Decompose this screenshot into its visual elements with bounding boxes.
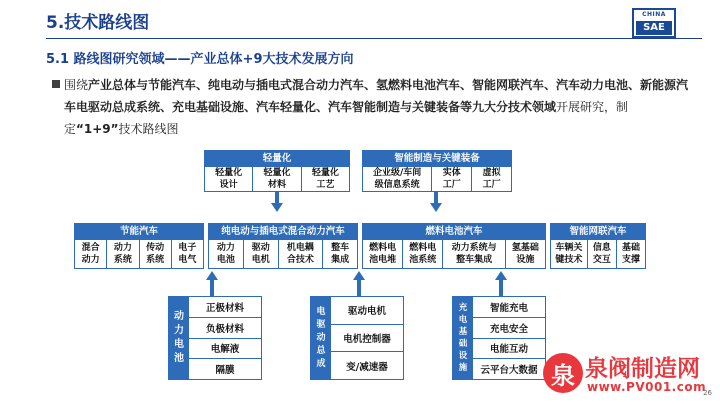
box-cell: 轻量化 工艺	[311, 168, 339, 190]
box-cell: 轻量化 材料	[253, 167, 301, 191]
box-connected-vehicle	[550, 223, 646, 269]
box-cell: 动力系统与 整车集成	[443, 240, 505, 268]
watermark-text: 泉阀制造网	[585, 356, 700, 382]
box-cell: 混合 动力	[75, 240, 107, 268]
box-header: 轻量化	[205, 151, 349, 167]
arrow-down-icon	[271, 203, 283, 212]
box-cell: 信息 交互	[588, 240, 617, 268]
group-label: 充 电 基 础 设 施	[453, 297, 473, 379]
group-item: 电机控制器	[331, 325, 403, 353]
group-charging-infrastructure	[452, 296, 546, 380]
para-bold-1: 产业总体与节能汽车、纯电动与插电式混合动力汽车、氢燃料电池汽车、智能网联汽车、汽车动力电池、新能源汽车电驱动总成系统、充电基础设施、汽车轻量化、汽车智能制造与关键装备等九大分技术领域	[64, 78, 689, 114]
group-item: 电解液	[189, 339, 261, 360]
page-number: 26	[703, 389, 712, 397]
group-item: 电能互动	[473, 339, 545, 360]
group-label: 动 力 电 池	[169, 297, 189, 379]
page-title: 5.技术路线图	[46, 13, 150, 33]
para-text-3: 技术路线图	[118, 122, 179, 136]
box-fuel-cell	[362, 223, 546, 269]
logo-line2: SAE	[636, 21, 672, 35]
connector-stem	[357, 280, 361, 296]
box-cell: 车辆关 键技术	[551, 240, 588, 268]
intro-paragraph	[64, 74, 692, 140]
para-text-2: 开展研究，制定	[64, 100, 629, 136]
arrow-up-icon	[206, 271, 218, 280]
box-cell: 基础 支撑	[621, 243, 640, 265]
group-power-battery	[168, 296, 262, 380]
box-cell: 传动 系统	[140, 240, 172, 268]
group-item: 充电安全	[473, 318, 545, 339]
box-smart-manufacturing	[362, 150, 512, 192]
box-header: 智能网联汽车	[551, 224, 645, 240]
box-cell: 动力 电池	[209, 240, 244, 268]
group-item: 负极材料	[189, 318, 261, 339]
box-cell: 实体 工厂	[432, 167, 472, 191]
group-item: 驱动电机	[331, 297, 403, 325]
box-cell: 动力 系统	[107, 240, 139, 268]
box-cell: 企业级/车间 级信息系统	[363, 167, 432, 191]
connector-stem	[210, 280, 214, 296]
box-cell: 整车 集成	[331, 243, 350, 265]
arrow-down-icon	[430, 203, 442, 212]
box-energy-saving	[74, 223, 204, 269]
group-item: 云平台大数据	[480, 365, 538, 377]
box-cell: 虚拟 工厂	[482, 168, 501, 190]
group-label: 电 驱 动 总 成	[311, 297, 331, 379]
group-electric-drive	[310, 296, 404, 380]
para-text-1: 围绕	[64, 78, 89, 92]
bullet-square-icon	[52, 80, 60, 88]
section-subtitle: 5.1 路线图研究领域——产业总体+9大技术发展方向	[46, 52, 354, 67]
group-item: 变/减速器	[346, 361, 388, 373]
box-ev-phev	[208, 223, 358, 269]
header-divider	[46, 38, 702, 39]
logo-line1: CHINA	[642, 11, 666, 18]
box-lightweight	[204, 150, 350, 192]
box-header: 纯电动与插电式混合动力汽车	[209, 224, 357, 240]
box-cell: 机电耦 合技术	[279, 240, 323, 268]
box-header: 智能制造与关键装备	[363, 151, 511, 167]
box-cell: 驱动 电机	[244, 240, 279, 268]
box-cell: 氢基础 设施	[511, 243, 539, 265]
group-item: 隔膜	[215, 365, 235, 377]
box-cell: 电子 电气	[178, 243, 197, 265]
watermark-logo-icon: 泉	[543, 353, 583, 393]
box-cell: 燃料电 池系统	[403, 240, 443, 268]
box-header: 节能汽车	[75, 224, 203, 240]
box-cell: 燃料电 池电堆	[363, 240, 403, 268]
arrow-up-icon	[495, 271, 507, 280]
group-item: 智能充电	[473, 297, 545, 318]
box-cell: 轻量化 设计	[205, 167, 253, 191]
arrow-up-icon	[353, 271, 365, 280]
china-sae-logo	[632, 8, 676, 38]
watermark-url: www.PV001.com	[587, 380, 707, 394]
box-header: 燃料电池汽车	[363, 224, 545, 240]
para-bold-2: “1+9”	[76, 122, 119, 136]
group-item: 正极材料	[189, 297, 261, 318]
connector-stem	[499, 280, 503, 296]
